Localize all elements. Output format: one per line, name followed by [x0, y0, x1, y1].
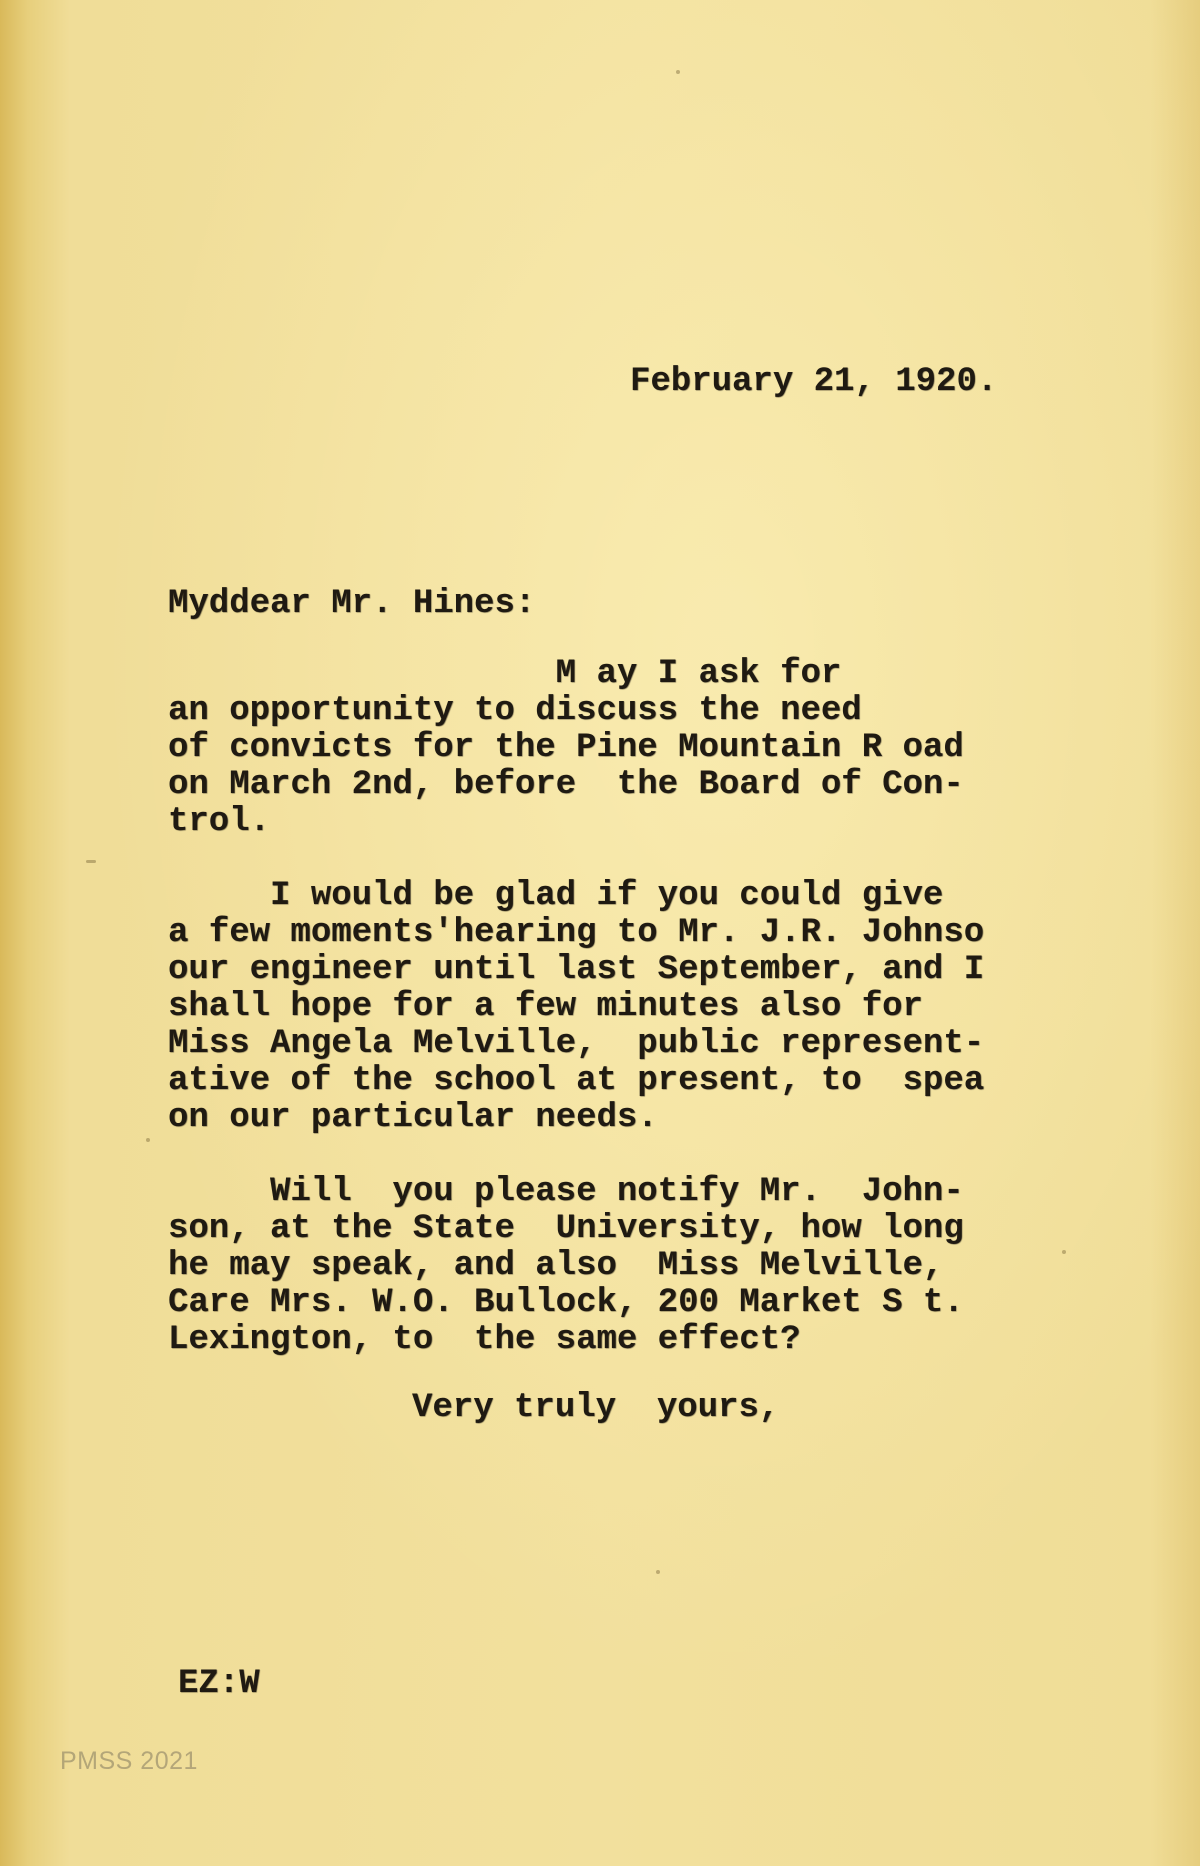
- letter-body-line: our engineer until last September, and I: [168, 951, 985, 989]
- letter-body-line: he may speak, and also Miss Melville,: [168, 1247, 944, 1285]
- letter-body-line: Will you please notify Mr. John-: [168, 1173, 964, 1211]
- letter-body-line: shall hope for a few minutes also for: [168, 988, 923, 1026]
- letter-body-line: M ay I ask for: [168, 655, 842, 693]
- letter-body-line: son, at the State University, how long: [168, 1210, 964, 1248]
- letter-body-line: on our particular needs.: [168, 1099, 658, 1137]
- letter-body-line: a few moments'hearing to Mr. J.R. Johnso: [168, 914, 985, 952]
- letter-body-line: trol.: [168, 803, 271, 841]
- letter-body-line: Care Mrs. W.O. Bullock, 200 Market S t.: [168, 1284, 964, 1322]
- letter-body-line: on March 2nd, before the Board of Con-: [168, 766, 964, 804]
- letter-body-line: I would be glad if you could give: [168, 877, 944, 915]
- letter-body-line: Lexington, to the same effect?: [168, 1321, 801, 1359]
- letter-body-line: [168, 1137, 984, 1174]
- letter-body-line: of convicts for the Pine Mountain R oad: [168, 729, 964, 767]
- letter-body-line: an opportunity to discuss the need: [168, 692, 862, 730]
- letter-body-line: [168, 841, 984, 878]
- letter-body: [168, 656, 984, 1359]
- letter-salutation: Myddear Mr. Hines:: [168, 585, 536, 623]
- letter-date: February 21, 1920.: [630, 363, 998, 401]
- letter-initials: EZ:W: [178, 1665, 260, 1703]
- letter-body-line: Miss Angela Melville, public represent-: [168, 1025, 985, 1063]
- letter-body-line: ative of the school at present, to spea: [168, 1062, 985, 1100]
- letter-closing: Very truly yours,: [412, 1389, 780, 1427]
- archive-watermark: PMSS 2021: [60, 1747, 198, 1775]
